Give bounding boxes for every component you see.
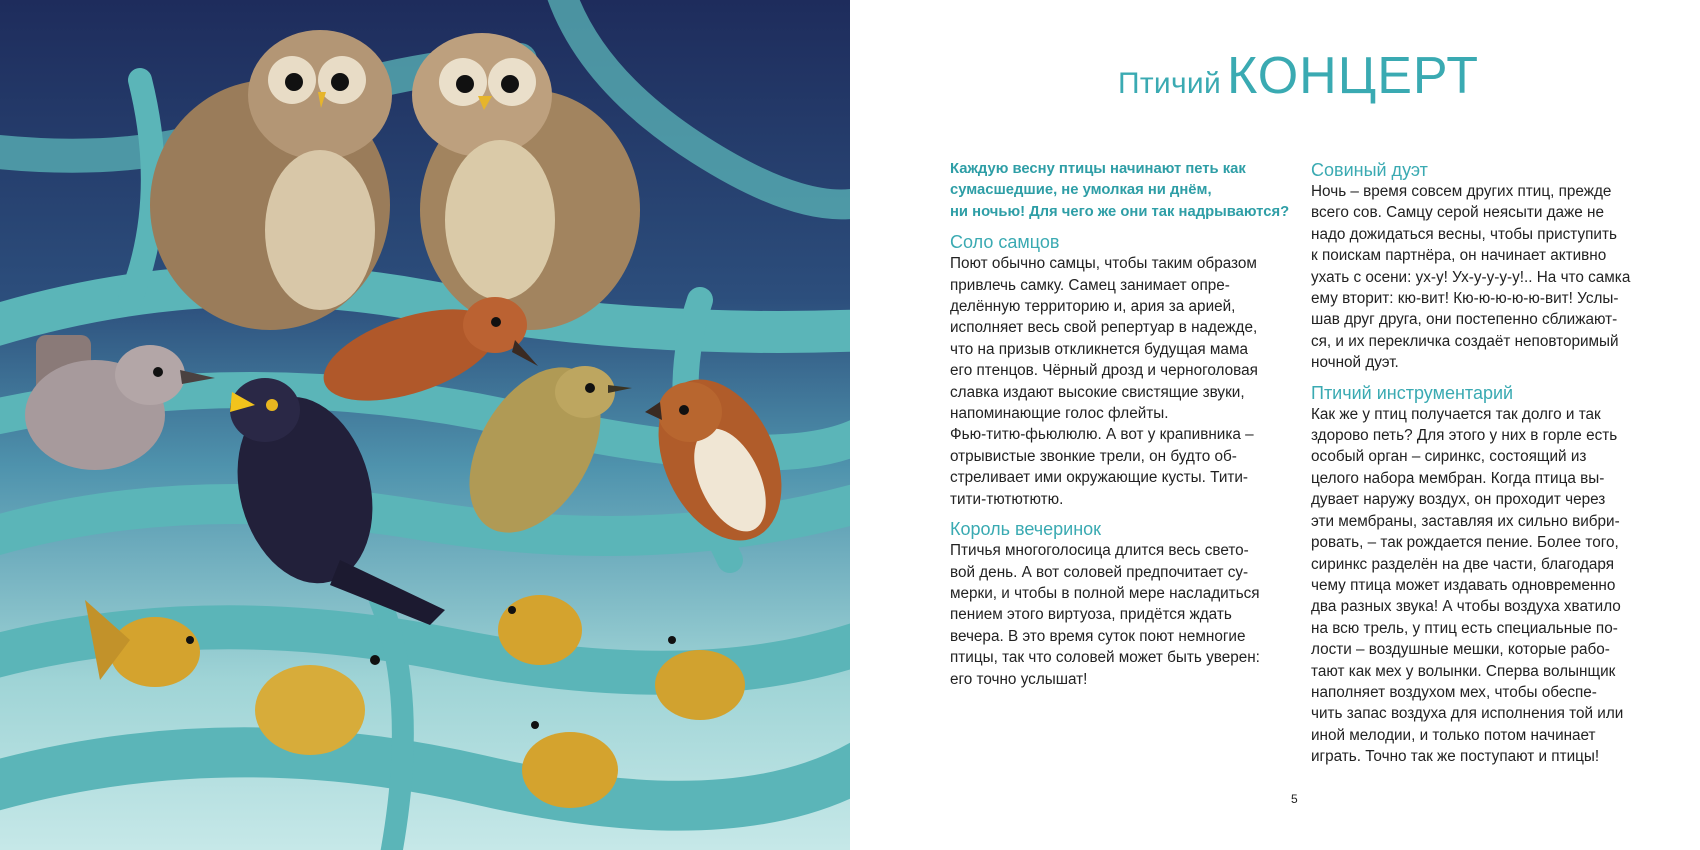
text-line: вой день. А вот соловей предпочитает су- — [950, 563, 1249, 581]
wren-center — [498, 595, 582, 665]
text-line: эти мембраны, заставляя их сильно вибри- — [1311, 512, 1620, 530]
text-line: пением этого виртуоза, придётся ждать — [950, 606, 1232, 624]
paragraph-party — [950, 540, 1290, 690]
text-page — [850, 0, 1700, 850]
text-line: иной мелодии, и только потом начинает — [1311, 726, 1596, 744]
text-line: чить запас воздуха для исполнения той или — [1311, 705, 1624, 723]
text-line: исполняет весь свой репертуар в надежде, — [950, 319, 1258, 337]
text-line: славка издают высокие свистящие звуки, — [950, 383, 1245, 401]
text-line: целого набора мембран. Когда птица вы- — [1311, 469, 1605, 487]
paragraph-instrument — [1311, 404, 1651, 768]
text-line: надо дожидаться весны, чтобы приступить — [1311, 225, 1617, 243]
title-big: КОНЦЕРТ — [1227, 47, 1479, 105]
text-line: ровать, – так рождается пение. Более того, — [1311, 534, 1619, 552]
text-line: напоминающие голос флейты. — [950, 405, 1169, 423]
text-line: играть. Точно так же поступают и птицы! — [1311, 748, 1600, 766]
page-number: 5 — [1291, 792, 1298, 806]
text-line: шав друг друга, они постепенно сближают- — [1311, 311, 1618, 329]
text-line: ухать с осени: ух-у! Ух-у-у-у-у!.. На что самка — [1311, 268, 1631, 286]
intro-paragraph — [950, 159, 1290, 223]
left-column — [950, 159, 1290, 698]
text-line: лости – воздушные мешки, которые рабо- — [1311, 641, 1610, 659]
text-line: наполняет воздухом мех, чтобы обеспе- — [1311, 683, 1597, 701]
text-line: всего сов. Самцу серой неясыти даже не — [1311, 204, 1604, 222]
text-line: отрывистые звонкие трели, он будто об- — [950, 447, 1237, 465]
paragraph-solo — [950, 253, 1290, 510]
right-column — [1311, 159, 1651, 776]
text-line: сиринкс разделён на две части, благодаря — [1311, 555, 1615, 573]
text-line: два разных звука! А чтобы воздуха хватило — [1311, 598, 1621, 616]
heading-instrument: Птичий инструментарий — [1311, 382, 1514, 403]
title-small: Птичий — [1118, 67, 1222, 100]
text-line: его птенцов. Чёрный дрозд и черноголовая — [950, 362, 1258, 380]
text-line: Ночь – время совсем других птиц, прежде — [1311, 183, 1612, 200]
intro-line: сумасшедшие, не умолкая ни днём, — [950, 182, 1212, 199]
text-line: привлечь самку. Самец занимает опре- — [950, 276, 1230, 294]
intro-line: Каждую весну птицы начинают петь как — [950, 161, 1246, 177]
text-line: что на призыв откликнется будущая мама — [950, 340, 1248, 358]
text-line: тают как мех у волынки. Сперва волынщик — [1311, 662, 1616, 680]
text-line: Птичья многоголосица длится весь свето- — [950, 542, 1249, 560]
text-line: особый орган – сиринкс, состоящий из — [1311, 448, 1587, 466]
text-line: Как же у птиц получается так долго и так — [1311, 405, 1601, 423]
text-line: тити-тютютютю. — [950, 490, 1064, 508]
text-line: ся, и их перекличка создаёт неповторимый — [1311, 332, 1619, 350]
heading-owls: Совиный дуэт — [1311, 160, 1428, 180]
text-line: дувает наружу воздух, он проходит через — [1311, 491, 1606, 509]
text-line: Поют обычно самцы, чтобы таким образом — [950, 255, 1257, 273]
text-line: ему вторит: кю-вит! Кю-ю-ю-ю-ю-вит! Услы- — [1311, 290, 1619, 308]
page-title — [1118, 47, 1479, 105]
heading-solo: Соло самцов — [950, 232, 1060, 253]
text-line: его точно услышат! — [950, 670, 1088, 688]
text-line: чему птица может издавать одновременно — [1311, 576, 1616, 594]
paragraph-owls — [1311, 181, 1651, 374]
text-line: мерки, и чтобы в полной мере насладиться — [950, 584, 1260, 602]
text-line: птицы, так что соловей может быть уверен: — [950, 649, 1260, 667]
text-line: вечера. В это время суток поют немногие — [950, 627, 1246, 645]
text-line: Фью-титю-фьюлюлю. А вот у крапивника – — [950, 426, 1254, 444]
text-line: делённую территорию и, ария за арией, — [950, 298, 1236, 316]
text-line: к поискам партнёра, он начинает активно — [1311, 247, 1607, 265]
text-line: стреливает ими окружающие кусты. Тити- — [950, 469, 1249, 487]
text-line: на всю трель, у птиц есть специальные по- — [1311, 619, 1618, 637]
intro-line: ни ночью! Для чего же они так надрываются? — [950, 203, 1290, 220]
text-line: здорово петь? Для этого у них в горле есть — [1311, 427, 1618, 445]
heading-party: Король вечеринок — [950, 519, 1102, 540]
text-line: ночной дуэт. — [1311, 354, 1399, 372]
